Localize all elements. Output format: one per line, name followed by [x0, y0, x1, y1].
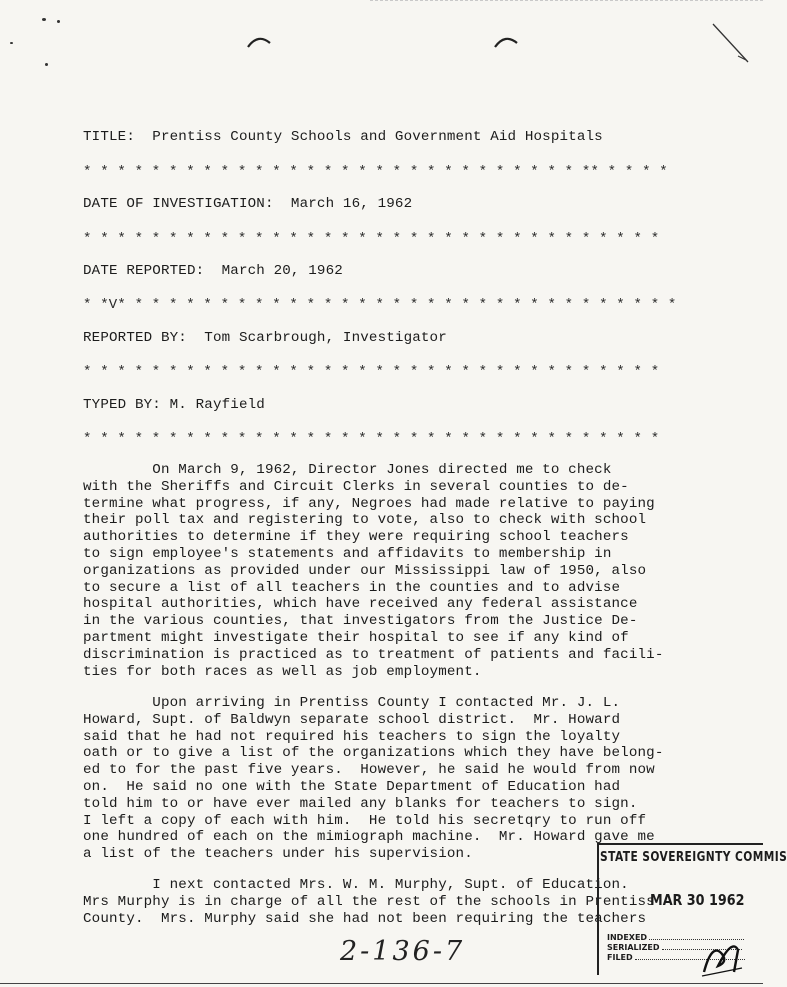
- text-line: oath or to give a list of the organizations which they have belong-: [83, 745, 664, 762]
- asterisk-separator: * * * * * * * * * * * * * * * * * * * * * * * * * * * * * * * * * *: [83, 231, 660, 247]
- text-line: on. He said no one with the State Department of Education had: [83, 778, 621, 795]
- stamp-border: [597, 843, 599, 975]
- stamp-filed-label: FILED: [607, 953, 633, 962]
- text-line: said that he had not required his teachers to sign the loyalty: [83, 728, 621, 745]
- text-line: Upon arriving in Prentiss County I contacted Mr. J. L.: [83, 695, 621, 711]
- text-line: authorities to determine if they were requiring school teachers: [83, 529, 629, 546]
- bottom-edge-line: [0, 983, 763, 984]
- top-dotted-edge: [370, 0, 763, 1]
- text-line: County. Mrs. Murphy said she had not been requiring the teachers: [83, 910, 647, 927]
- speck: [42, 18, 46, 21]
- date-reported: DATE REPORTED: March 20, 1962: [83, 263, 343, 279]
- reported-by: REPORTED BY: Tom Scarbrough, Investigator: [83, 330, 447, 346]
- stamp-title: STATE SOVEREIGNTY COMMIS: [600, 850, 787, 865]
- text-line: Howard, Supt. of Baldwyn separate school district. Mr. Howard: [83, 711, 621, 728]
- text-line: Mrs Murphy is in charge of all the rest of the schools in Prentiss: [83, 893, 655, 910]
- punch-mark-right: [493, 35, 519, 49]
- text-line: ed to for the past five years. However, he said he would from now: [83, 762, 655, 779]
- handwritten-initials: [698, 932, 744, 978]
- text-line: hospital authorities, which have received any federal assistance: [83, 596, 638, 613]
- text-line: organizations as provided under our Mississippi law of 1950, also: [83, 562, 647, 579]
- paragraph-3: [83, 877, 655, 927]
- text-line: their poll tax and registering to vote, also to check with school: [83, 512, 647, 529]
- text-line: On March 9, 1962, Director Jones directed me to check: [83, 462, 612, 478]
- asterisk-separator: * * * * * * * * * * * * * * * * * * * * * * * * * * * * * ** * * * *: [83, 164, 668, 180]
- stamp-date: MAR 30 1962: [650, 891, 745, 909]
- stamp-indexed-label: INDEXED: [607, 933, 648, 942]
- stamp-serialized-label: SERIALIZED: [607, 943, 660, 952]
- text-line: I left a copy of each with him. He told his secretqry to run off: [83, 812, 647, 829]
- text-line: discrimination is practiced as to treatment of patients and facili-: [83, 646, 664, 663]
- text-line: termine what progress, if any, Negroes had made relative to paying: [83, 495, 655, 512]
- text-line: ties for both races as well as job employment.: [83, 663, 482, 680]
- punch-mark-left: [246, 35, 272, 49]
- text-line: I next contacted Mrs. W. M. Murphy, Supt. of Education.: [83, 877, 629, 893]
- text-line: partment might investigate their hospital to see if any kind of: [83, 629, 629, 646]
- asterisk-separator: * * * * * * * * * * * * * * * * * * * * * * * * * * * * * * * * * *: [83, 364, 660, 380]
- handwritten-file-number: 2-136-7: [340, 936, 466, 967]
- typed-by: TYPED BY: M. Rayfield: [83, 397, 265, 413]
- paragraph-1: [83, 462, 663, 680]
- corner-scratch-mark: [710, 22, 750, 64]
- text-line: to sign employee's statements and affidavits to membership in: [83, 545, 612, 562]
- text-line: one hundred of each on the mimiograph machine. Mr. Howard gave me: [83, 829, 655, 846]
- speck: [10, 42, 13, 44]
- text-line: a list of the teachers under his supervision.: [83, 846, 473, 863]
- speck: [45, 63, 48, 66]
- text-line: in the various counties, that investigators from the Justice De-: [83, 613, 638, 630]
- text-line: with the Sheriffs and Circuit Clerks in several counties to de-: [83, 478, 629, 495]
- date-of-investigation: DATE OF INVESTIGATION: March 16, 1962: [83, 196, 413, 212]
- text-line: told him to or have ever mailed any blanks for teachers to sign.: [83, 795, 638, 812]
- asterisk-separator: * * * * * * * * * * * * * * * * * * * * * * * * * * * * * * * * * *: [83, 431, 660, 447]
- report-title: TITLE: Prentiss County Schools and Government Aid Hospitals: [83, 129, 603, 145]
- speck: [57, 20, 60, 23]
- paragraph-2: [83, 695, 663, 863]
- text-line: to secure a list of all teachers in the counties and to advise: [83, 579, 621, 596]
- stamp-border: [597, 843, 763, 845]
- asterisk-separator: * *V* * * * * * * * * * * * * * * * * * * * * * * * * * * * * * * * *: [83, 297, 677, 313]
